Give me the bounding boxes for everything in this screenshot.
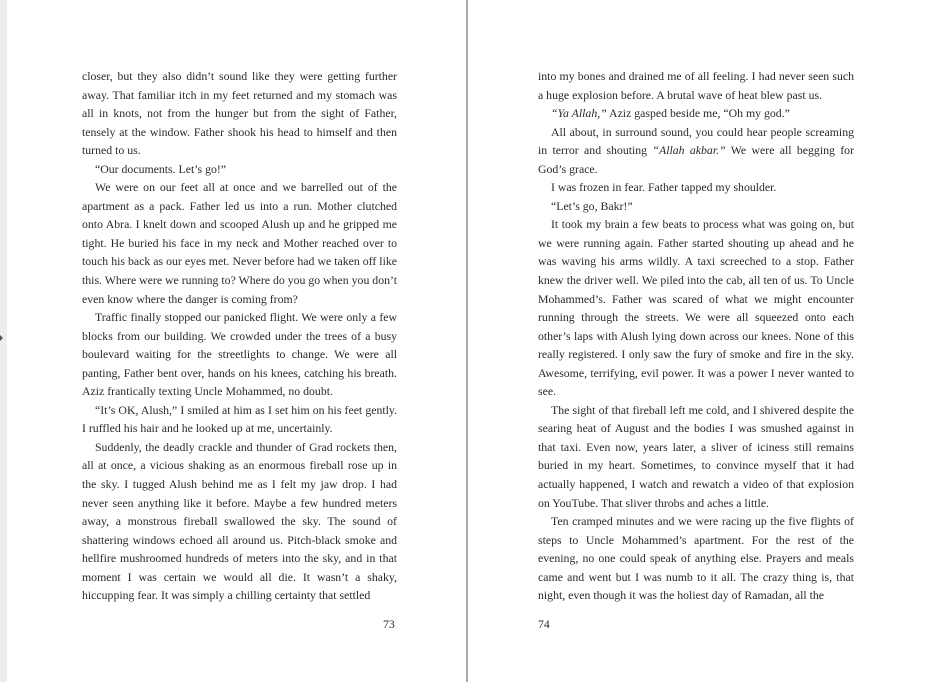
right-page-text [538,67,854,605]
paragraph: It took my brain a few beats to process what was going on, but we were running again. Father started shouting up ahead and he was waving his arms wildly. A taxi screeched to a stop. Father knew the driver well. We piled into the cab, all ten of us. To Uncle Mohammed’s. Father was scared of what we might encounter running through the streets. We were all squeezed onto each other’s laps with Alush lying down across our knees. None of this really registered. I only saw the fury of smoke and fire in the sky. Awesome, terrifying, evil power. It was a power I never wanted to see. [538,217,854,399]
paragraph: Suddenly, the deadly crackle and thunder of Grad rockets then, all at once, a vicious shaking as an enormous fireball rose up in the sky. I tugged Alush behind me as I felt my jaw drop. I had never seen anything like it before. Maybe a few hundred meters away, a monstrous fireball swallowed the sky. The sound of shattering windows echoed all around us. Pitch-black smoke and hellfire mushroomed hundreds of meters into the sky, and in that moment I was certain we would all die. It wasn’t a shaky, hiccupping fear. It was simply a chilling certainty that settled [82,439,397,603]
italic-phrase: “Allah akbar.” [652,143,726,158]
paragraph: Ten cramped minutes and we were racing up the five flights of steps to Uncle Mohammed’s apartment. For the rest of the evening, no one could speak of anything else. Prayers and meals came and went but I was numb to it all. The crazy thing is, that night, even though it was the holiest day of Ramadan, all the [538,514,854,603]
paragraph: Traffic finally stopped our panicked flight. We were only a few blocks from our building. We crowded under the trees of a busy boulevard waiting for the streetlights to change. We were all panting, Father bent over, hands on his knees, catching his breath. Aziz frantically texting Uncle Mohammed, no doubt. [82,310,397,399]
paragraph: “Let’s go, Bakr!” [551,198,633,213]
paragraph: “Our documents. Let’s go!” [95,161,227,176]
edge-marker [0,335,3,341]
paragraph [538,123,854,179]
book-gutter [466,0,468,682]
paragraph: “It’s OK, Alush,” I smiled at him as I set him on his feet gently. I ruffled his hair and he looked up at me, uncertainly. [82,402,397,436]
right-page [538,0,854,682]
left-page [82,0,397,682]
left-page-text [82,67,397,605]
paragraph: closer, but they also didn’t sound like they were getting further away. That familiar itch in my feet returned and my stomach was all in knots, not from the hunger but from the sight of Father, tensely at the window. Father shook his head to himself and then turned to us. [82,69,397,158]
page-edge [0,0,7,682]
paragraph-text: All about, in surround sound, you could hear people screaming in terror and shouting [538,124,854,158]
paragraph-text: Aziz gasped beside me, “Oh my god.” [606,106,790,121]
paragraph: into my bones and drained me of all feeling. I had never seen such a huge explosion before. A brutal wave of heat blew past us. [538,69,854,102]
paragraph: The sight of that fireball left me cold, and I shivered despite the searing heat of August and the bodies I was smushed against in that taxi. Even now, years later, a sliver of iciness still remains buried in my heart. Sometimes, to convince myself that it had actually happened, I watch and rewatch a video of that explosion on YouTube. That sliver throbs and aches a little. [538,402,854,510]
page-number: 74 [538,617,550,631]
paragraph: We were on our feet all at once and we barrelled out of the apartment as a pack. Father led us into a run. Mother clutched onto Abra. I knelt down and scooped Alush up and he gripped me tight. He buried his face in my neck and Mother reached over to touch his back as our eyes met. Never before had we taken off like this. Where were we running to? Where do you go when you don’t even know where the danger is coming from? [82,180,397,306]
paragraph [538,104,854,123]
paragraph-text: We were all begging for God’s grace. [538,143,855,176]
page-number: 73 [383,617,395,631]
italic-phrase: “Ya Allah,” [551,106,607,121]
paragraph: I was frozen in fear. Father tapped my shoulder. [551,180,777,195]
